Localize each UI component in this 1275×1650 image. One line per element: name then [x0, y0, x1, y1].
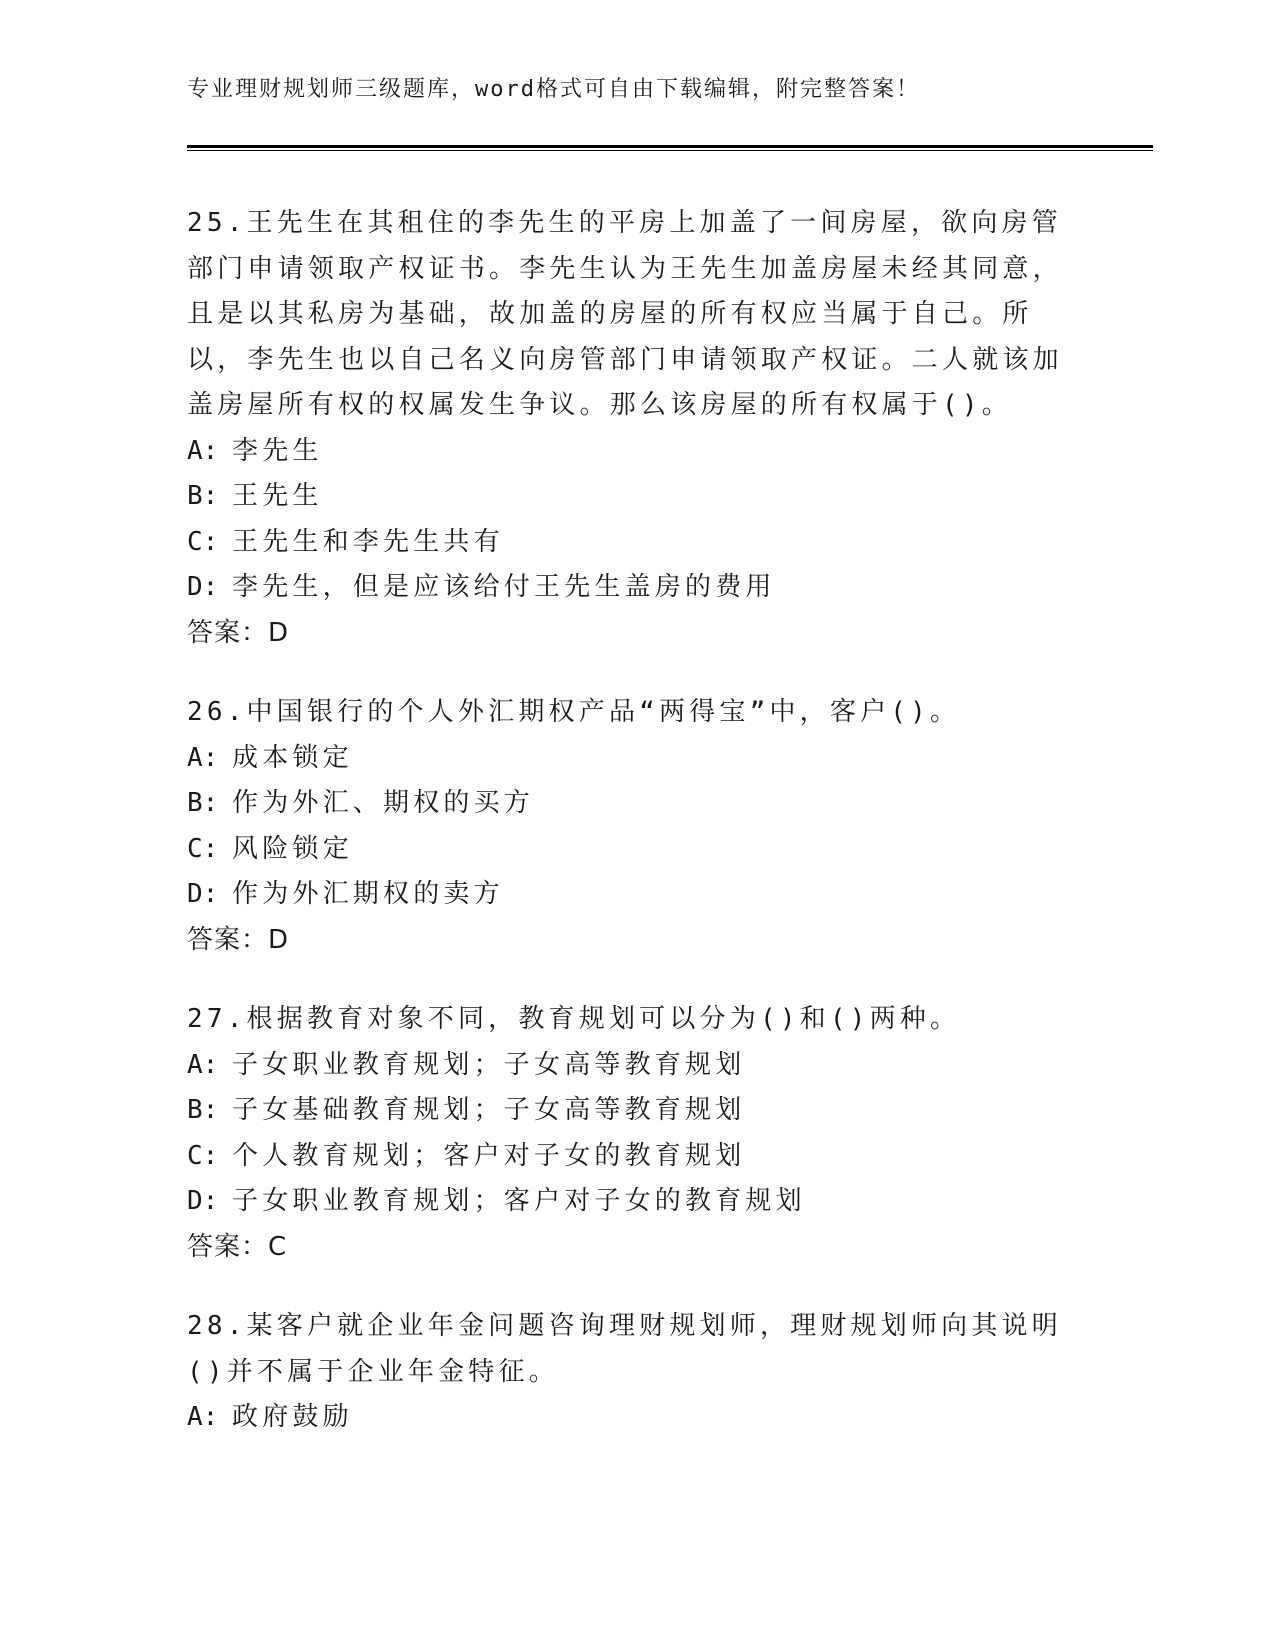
option-label: A:: [187, 1402, 219, 1432]
answer: 答案：C: [187, 1231, 288, 1262]
option-c: [187, 520, 1087, 566]
option-label: D:: [187, 1186, 219, 1216]
option-text: 作为外汇期权的卖方: [232, 879, 504, 909]
option-text: 王先生: [232, 481, 323, 511]
question-27: [187, 997, 1087, 1270]
option-label: A:: [187, 742, 219, 773]
option-label: C:: [187, 833, 219, 864]
option-text: 风险锁定: [232, 833, 353, 864]
option-label: B:: [187, 481, 219, 511]
option-d: [187, 1179, 1087, 1225]
page-header: 专业理财规划师三级题库，word格式可自由下载编辑，附完整答案！: [187, 77, 920, 102]
option-b: [187, 1088, 1087, 1134]
option-text: 子女职业教育规划；客户对子女的教育规划: [232, 1186, 806, 1216]
option-label: C:: [187, 526, 219, 557]
option-label: C:: [187, 1140, 219, 1171]
option-label: D:: [187, 572, 219, 602]
option-text: 李先生，但是应该给付王先生盖房的费用: [232, 572, 776, 602]
option-text: 政府鼓励: [232, 1402, 353, 1432]
option-c: [187, 1134, 1087, 1180]
option-text: 子女基础教育规划；子女高等教育规划: [232, 1095, 746, 1125]
option-a: [187, 1395, 1087, 1441]
question-text: 28.某客户就企业年金问题咨询理财规划师，理财规划师向其说明()并不属于企业年金特征。: [187, 1311, 1062, 1387]
header-rule-thick: [187, 145, 1153, 148]
option-label: D:: [187, 879, 219, 909]
option-a: [187, 429, 1087, 475]
option-b: [187, 781, 1087, 827]
question-list: [187, 201, 1087, 1475]
header-rule-thin: [187, 150, 1153, 151]
option-a: [187, 736, 1087, 782]
option-text: 王先生和李先生共有: [232, 526, 504, 557]
question-25: [187, 201, 1087, 656]
answer: 答案：D: [187, 617, 290, 648]
option-d: [187, 872, 1087, 918]
option-text: 作为外汇、期权的买方: [232, 788, 535, 818]
option-label: A:: [187, 435, 219, 466]
option-text: 李先生: [232, 435, 323, 466]
option-text: 成本锁定: [232, 742, 353, 773]
question-text: 26.中国银行的个人外汇期权产品“两得宝”中，客户()。: [187, 697, 961, 727]
option-text: 个人教育规划；客户对子女的教育规划: [232, 1140, 746, 1171]
option-label: B:: [187, 1095, 219, 1125]
question-text: 25.王先生在其租住的李先生的平房上加盖了一间房屋，欲向房管部门申请领取产权证书。李先生认为王先生加盖房屋未经其同意，且是以其私房为基础，故加盖的房屋的所有权应当属于自己。所以，李先生也以自己名义向房管部门申请领取产权证。二人就该加盖房屋所有权的权属发生争议。那么该房屋的所有权属于()。: [187, 208, 1063, 420]
option-a: [187, 1043, 1087, 1089]
option-label: B:: [187, 788, 219, 818]
option-text: 子女职业教育规划；子女高等教育规划: [232, 1049, 746, 1080]
option-b: [187, 474, 1087, 520]
answer: 答案：D: [187, 924, 290, 955]
question-26: [187, 690, 1087, 963]
option-label: A:: [187, 1049, 219, 1080]
option-d: [187, 565, 1087, 611]
question-text: 27.根据教育对象不同，教育规划可以分为()和()两种。: [187, 1004, 961, 1034]
option-c: [187, 827, 1087, 873]
question-28: [187, 1304, 1087, 1441]
